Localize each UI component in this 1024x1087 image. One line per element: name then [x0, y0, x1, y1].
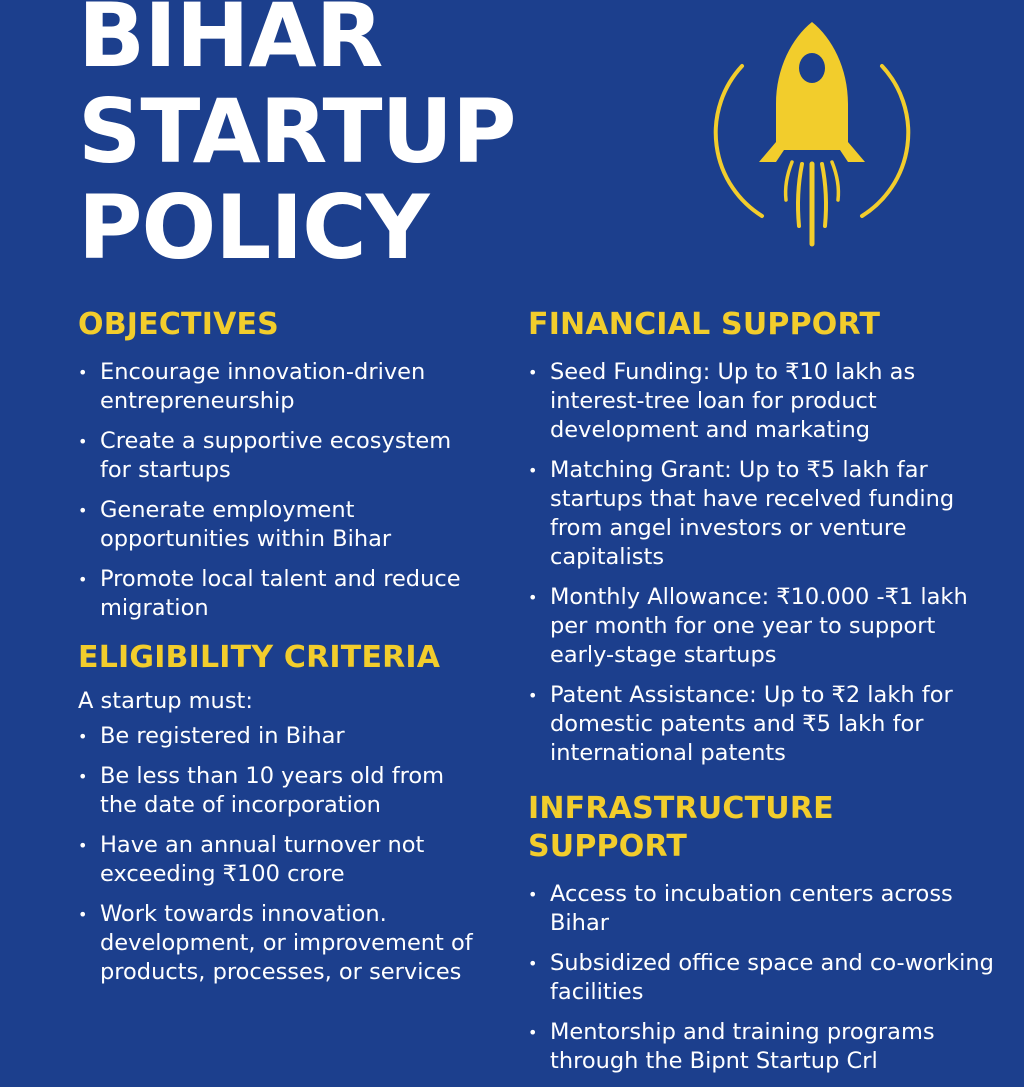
page-title — [78, 0, 516, 279]
title-line-2: STARTUP — [78, 80, 516, 183]
list-item: • Seed Funding: Up to ₹10 lakh as interest-tree loan for product development and markating — [528, 358, 998, 445]
list-item: • Encourage innovation-driven entrepreneurship — [78, 358, 478, 416]
right-column — [528, 306, 998, 1087]
list-item: • Create a supportive ecosystem for startups — [78, 427, 478, 485]
list-item: • Matching Grant: Up to ₹5 lakh far startups that have recelved funding from angel investors or venture capitalists — [528, 456, 998, 572]
infrastructure-section — [528, 790, 998, 1076]
list-item: • Generate employment opportunities within Bihar — [78, 496, 478, 554]
list-item: • Work towards innovation. development, or improvement of products, processes, or services — [78, 900, 478, 987]
list-item: • Have an annual turnover not exceeding ₹100 crore — [78, 831, 478, 889]
list-item: • Monthly Allowance: ₹10.000 -₹1 lakh per month for one year to support early-stage startups — [528, 583, 998, 670]
eligibility-section — [78, 639, 478, 987]
list-item: • Subsidized office space and co-working facilities — [528, 949, 998, 1007]
financial-heading: FINANCIAL SUPPORT — [528, 307, 881, 342]
list-item: • Promote local talent and reduce migration — [78, 565, 478, 623]
list-item: • Access to incubation centers across Bihar — [528, 880, 998, 938]
left-column — [78, 306, 478, 998]
list-item: • Patent Assistance: Up to ₹2 lakh for domestic patents and ₹5 lakh for international patents — [528, 681, 998, 768]
list-item: • Be registered in Bihar — [78, 722, 478, 751]
list-item: • Mentorship and training programs through the Bipnt Startup Crl — [528, 1018, 998, 1076]
eligibility-intro: A startup must: — [78, 688, 253, 714]
title-line-1: BIHAR — [78, 0, 383, 87]
objectives-list — [78, 358, 478, 623]
eligibility-heading: ELIGIBILITY CRITERIA — [78, 640, 441, 675]
rocket-icon — [700, 16, 924, 248]
financial-list — [528, 358, 998, 768]
eligibility-list — [78, 722, 478, 987]
objectives-heading: OBJECTIVES — [78, 307, 279, 342]
list-item: • Be less than 10 years old from the date of incorporation — [78, 762, 478, 820]
financial-section — [528, 306, 998, 768]
objectives-section — [78, 306, 478, 623]
infrastructure-heading: INFRASTRUCTURE SUPPORT — [528, 791, 834, 864]
infrastructure-list — [528, 880, 998, 1076]
title-line-3: POLICY — [78, 176, 429, 279]
